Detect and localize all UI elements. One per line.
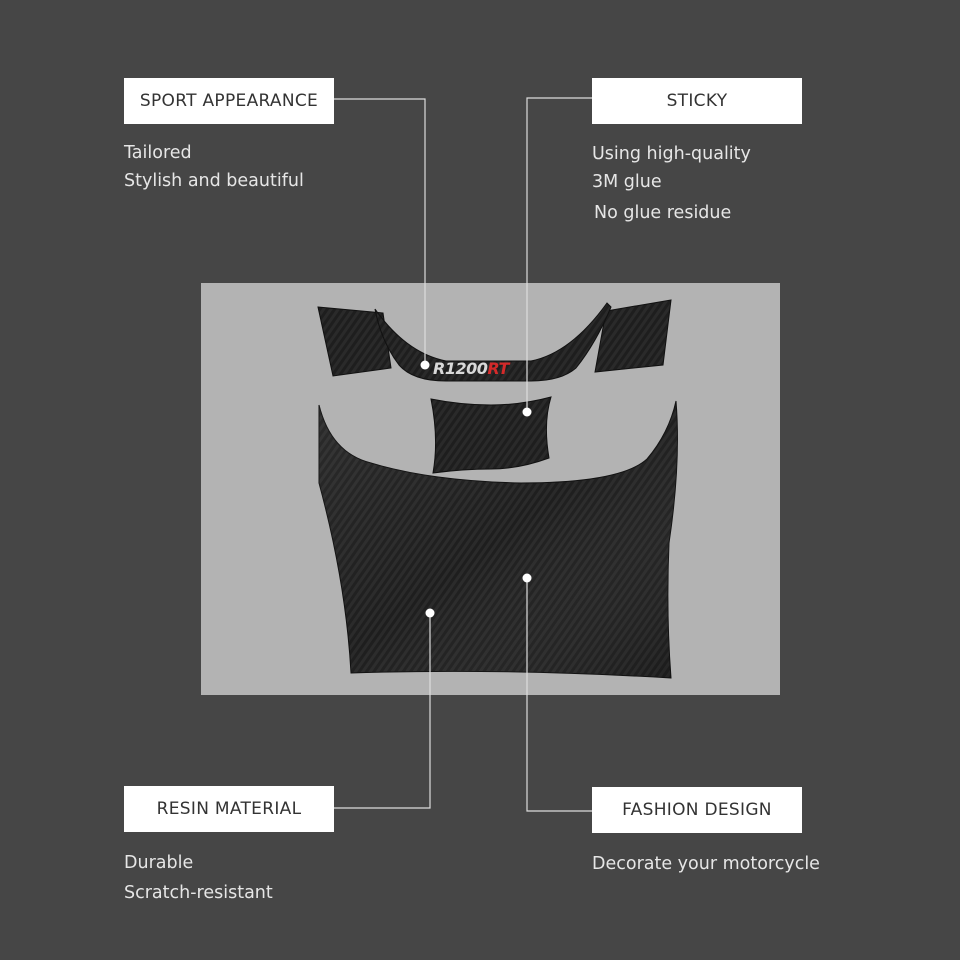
sport-appearance-line-1: Tailored [124, 143, 192, 163]
resin-material-label [124, 786, 334, 832]
resin-material-title: RESIN MATERIAL [156, 799, 302, 819]
fashion-design-label [592, 787, 802, 833]
sport-appearance-line-2: Stylish and beautiful [124, 171, 304, 191]
resin-material-line-1: Durable [124, 853, 194, 873]
logo-text-suffix: RT [487, 359, 509, 378]
sticky-description [592, 140, 751, 227]
tank-pad-stickers-image [201, 283, 780, 695]
fashion-design-title: FASHION DESIGN [622, 800, 772, 820]
sport-appearance-description [124, 139, 304, 195]
logo-text-model: R1200 [433, 359, 488, 378]
sticky-line-3: No glue residue [594, 203, 732, 223]
svg-text:R1200RT [433, 359, 510, 378]
sticky-label [592, 78, 802, 124]
sport-appearance-title: SPORT APPEARANCE [139, 91, 319, 111]
sticker-center-piece [431, 397, 551, 473]
product-photo-panel [201, 283, 780, 695]
sticky-line-1: Using high-quality [592, 144, 751, 164]
fashion-design-line-1: Decorate your motorcycle [592, 854, 820, 874]
resin-material-description [124, 848, 273, 908]
sport-appearance-label [124, 78, 334, 124]
sticky-title: STICKY [666, 91, 728, 111]
sticky-line-2: 3M glue [592, 172, 662, 192]
resin-material-line-2: Scratch-resistant [124, 883, 273, 903]
fashion-design-description [592, 850, 820, 878]
